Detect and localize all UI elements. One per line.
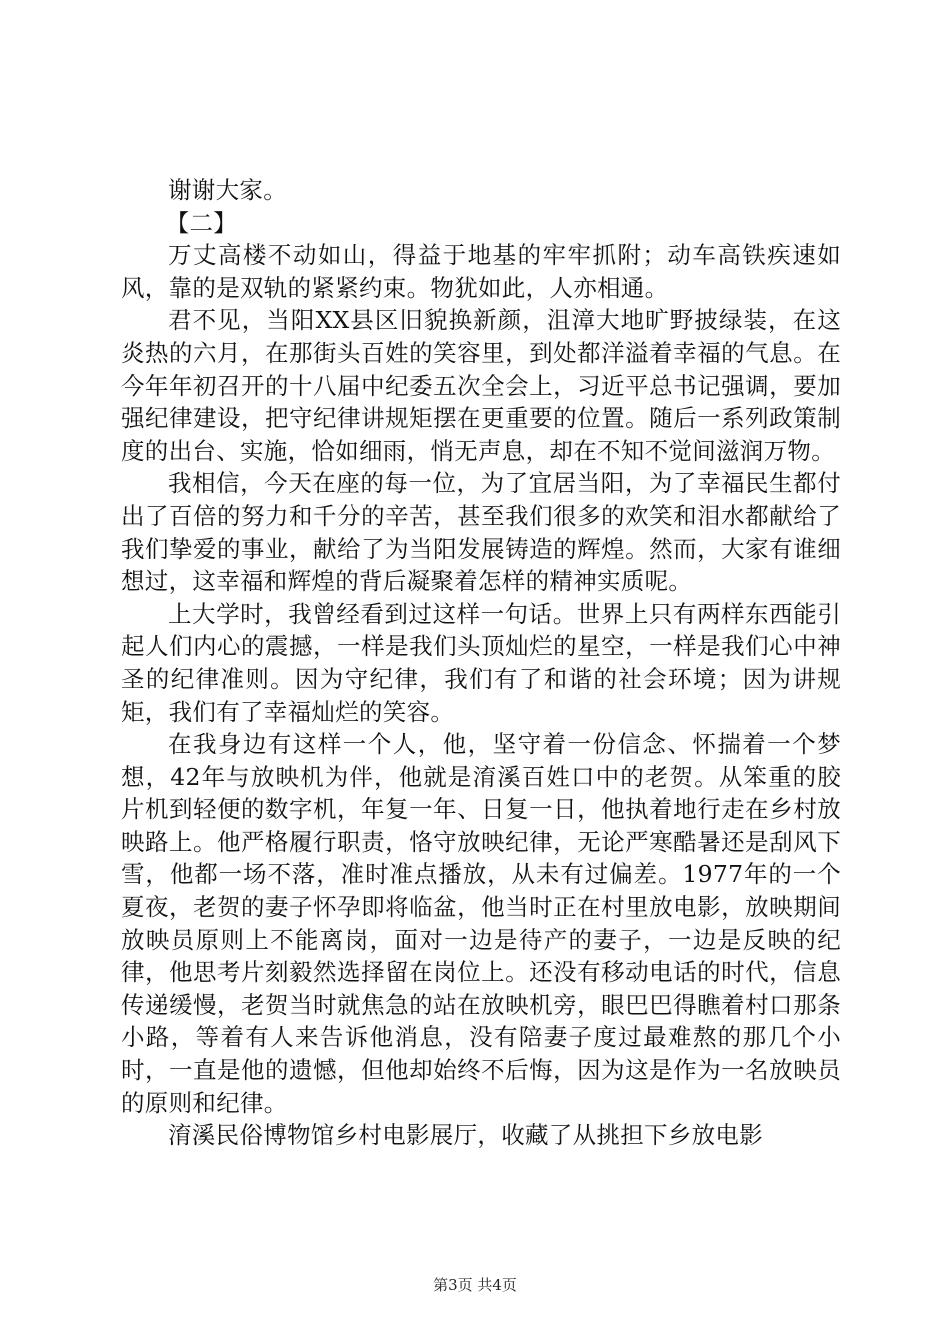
- paragraph-museum: 淯溪民俗博物馆乡村电影展厅，收藏了从挑担下乡放电影: [168, 1121, 763, 1150]
- paragraph-university: 上大学时，我曾经看到过这样一句话。世界上只有两样东西能引起人们内心的震撼，一样是我们头顶灿烂的星空，一样是我们心中神圣的纪律准则。因为守纪律，我们有了和谐的社会环境；因为讲规矩，我们有了幸福灿烂的笑容。: [121, 599, 841, 726]
- document-body: [121, 174, 841, 1152]
- paragraph-dangyang: 君不见，当阳XX县区旧貌换新颜，沮漳大地旷野披绿装，在这炎热的六月，在那街头百姓的笑容里，到处都洋溢着幸福的气息。在今年年初召开的十八届中纪委五次全会上，习近平总书记强调，要加强纪律建设，把守纪律讲规矩摆在更重要的位置。随后一系列政策制度的出台、实施，恰如细雨，悄无声息，却在不知不觉间滋润万物。: [121, 306, 841, 465]
- page-footer: 第3页 共4页: [433, 1276, 517, 1294]
- paragraph-laohe: 在我身边有这样一个人，他，坚守着一份信念、怀揣着一个梦想，42年与放映机为伴，他就是淯溪百姓口中的老贺。从笨重的胶片机到轻便的数字机，年复一年、日复一日，他执着地行走在乡村放映路上。他严格履行职责，恪守放映纪律，无论严寒酷暑还是刮风下雪，他都一场不落，准时准点播放，从未有过偏差。1977年的一个夏夜，老贺的妻子怀孕即将临盆，他当时正在村里放电影，放映期间放映员原则上不能离岗，面对一边是待产的妻子，一边是反映的纪律，他思考片刻毅然选择留在岗位上。还没有移动电话的时代，信息传递缓慢，老贺当时就焦急的站在放映机旁，眼巴巴得瞧着村口那条小路，等着有人来告诉他消息，没有陪妻子度过最难熬的那几个小时，一直是他的遗憾，但他却始终不后悔，因为这是作为一名放映员的原则和纪律。: [121, 730, 841, 1117]
- section-heading: 【二】: [165, 208, 238, 237]
- paragraph-belief: 我相信，今天在座的每一位，为了宜居当阳，为了幸福民生都付出了百倍的努力和千分的辛苦，甚至我们很多的欢笑和泪水都献给了我们挚爱的事业，献给了为当阳发展铸造的辉煌。然而，大家有谁细想过，这幸福和辉煌的背后凝聚着怎样的精神实质呢。: [121, 469, 841, 596]
- paragraph-thanks: 谢谢大家。: [168, 176, 287, 204]
- paragraph-intro: 万丈高楼不动如山，得益于地基的牢牢抓附；动车高铁疾速如风，靠的是双轨的紧紧约束。物犹如此，人亦相通。: [121, 241, 841, 302]
